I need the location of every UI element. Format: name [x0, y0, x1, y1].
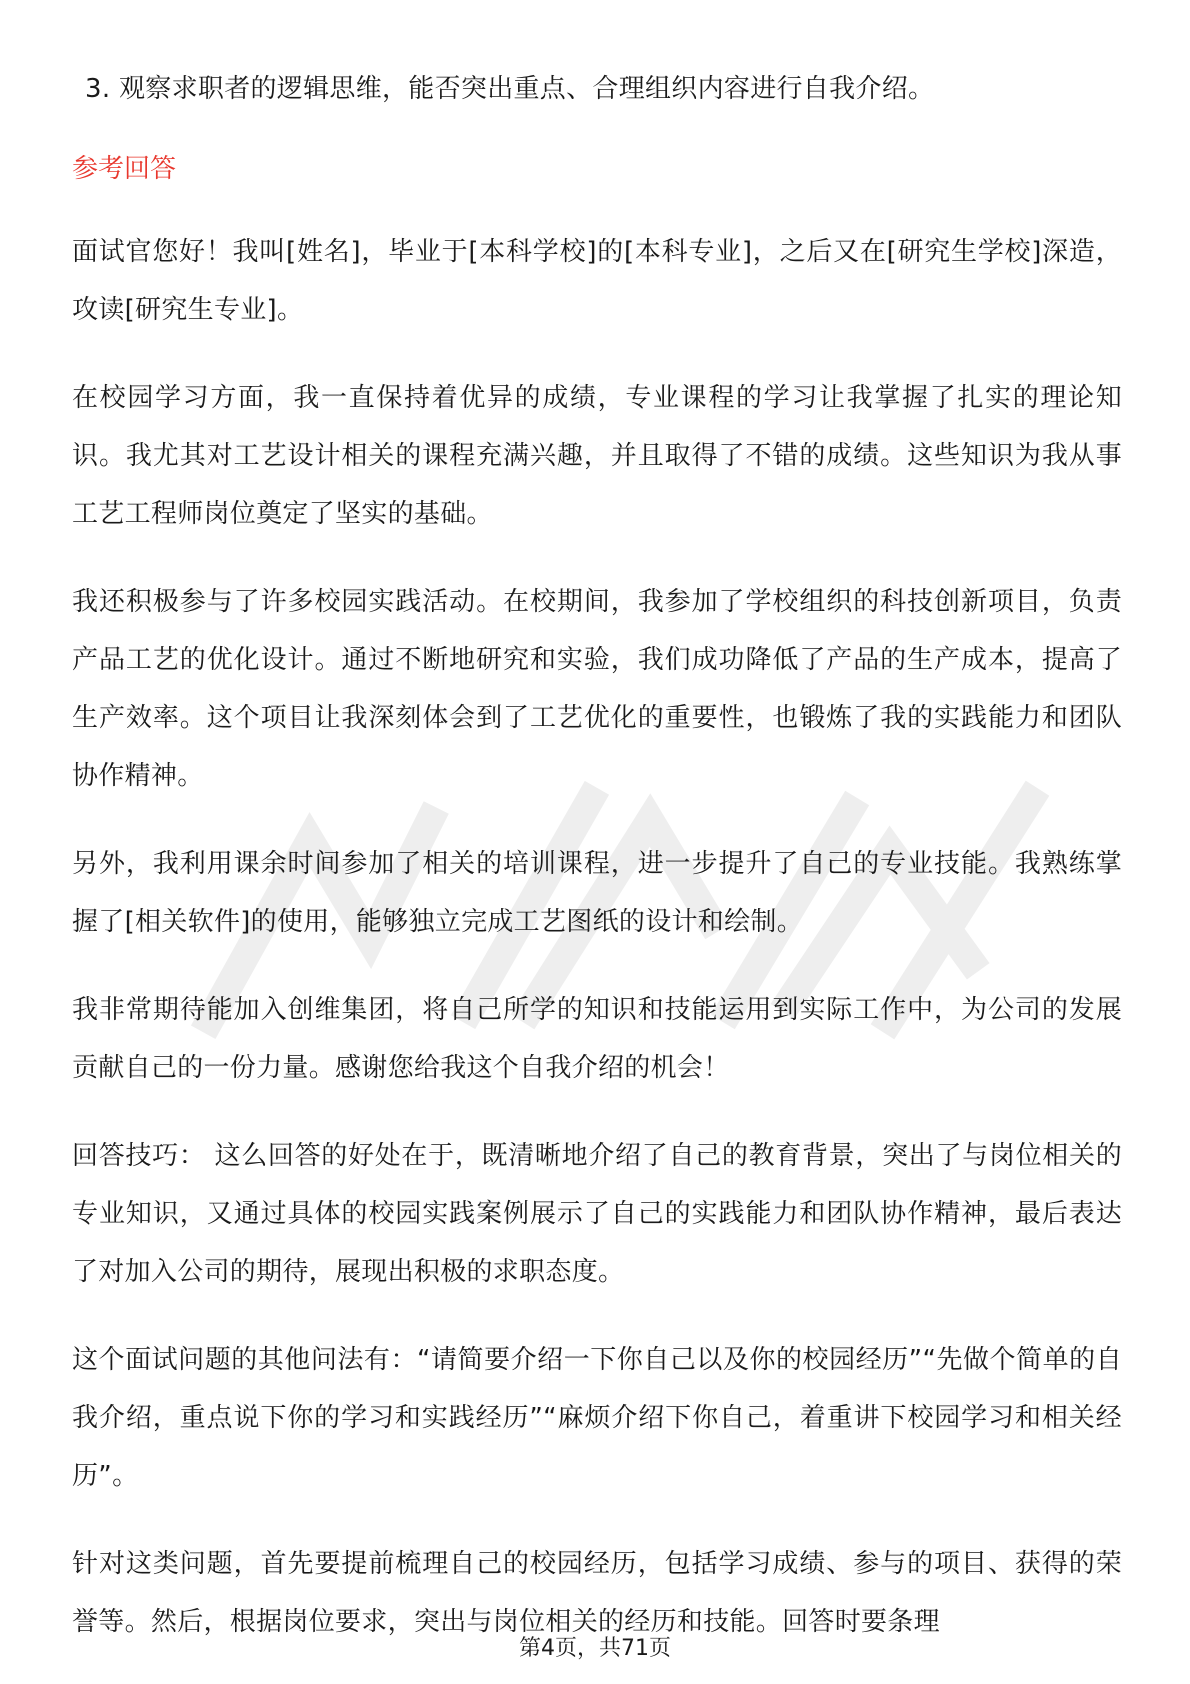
item-number: 3.	[85, 74, 111, 104]
paragraph-study: 在校园学习方面，我一直保持着优异的成绩，专业课程的学习让我掌握了扎实的理论知识。我尤其对工艺设计相关的课程充满兴趣，并且取得了不错的成绩。这些知识为我从事工艺工程师岗位奠定了坚实的基础。	[72, 383, 1122, 529]
document-page	[72, 60, 1122, 1681]
page-number: 第4页，共71页	[519, 1636, 671, 1661]
paragraph-training: 另外，我利用课余时间参加了相关的培训课程，进一步提升了自己的专业技能。我熟练掌握了[相关软件]的使用，能够独立完成工艺图纸的设计和绘制。	[72, 849, 1122, 937]
paragraph-advice: 针对这类问题，首先要提前梳理自己的校园经历，包括学习成绩、参与的项目、获得的荣誉等。然后，根据岗位要求，突出与岗位相关的经历和技能。回答时要条理	[72, 1549, 1122, 1637]
section-heading: 参考回答	[72, 154, 177, 184]
paragraph-alternate-questions: 这个面试问题的其他问法有：“请简要介绍一下你自己以及你的校园经历”“先做个简单的自我介绍，重点说下你的学习和实践经历”“麻烦介绍下你自己，着重讲下校园学习和相关经历”。	[72, 1345, 1122, 1491]
paragraph-practice: 我还积极参与了许多校园实践活动。在校期间，我参加了学校组织的科技创新项目，负责产品工艺的优化设计。通过不断地研究和实验，我们成功降低了产品的生产成本，提高了生产效率。这个项目让我深刻体会到了工艺优化的重要性，也锻炼了我的实践能力和团队协作精神。	[72, 587, 1122, 791]
paragraph-greeting: 面试官您好！我叫[姓名]，毕业于[本科学校]的[本科专业]，之后又在[研究生学校]深造，攻读[研究生专业]。	[72, 237, 1122, 325]
numbered-item	[72, 60, 1122, 118]
paragraph-answer-tips: 回答技巧： 这么回答的好处在于，既清晰地介绍了自己的教育背景，突出了与岗位相关的专业知识，又通过具体的校园实践案例展示了自己的实践能力和团队协作精神，最后表达了对加入公司的期待，展现出积极的求职态度。	[72, 1141, 1122, 1287]
paragraph-closing: 我非常期待能加入创维集团，将自己所学的知识和技能运用到实际工作中，为公司的发展贡献自己的一份力量。感谢您给我这个自我介绍的机会！	[72, 995, 1122, 1083]
item-text: 观察求职者的逻辑思维，能否突出重点、合理组织内容进行自我介绍。	[119, 74, 935, 104]
